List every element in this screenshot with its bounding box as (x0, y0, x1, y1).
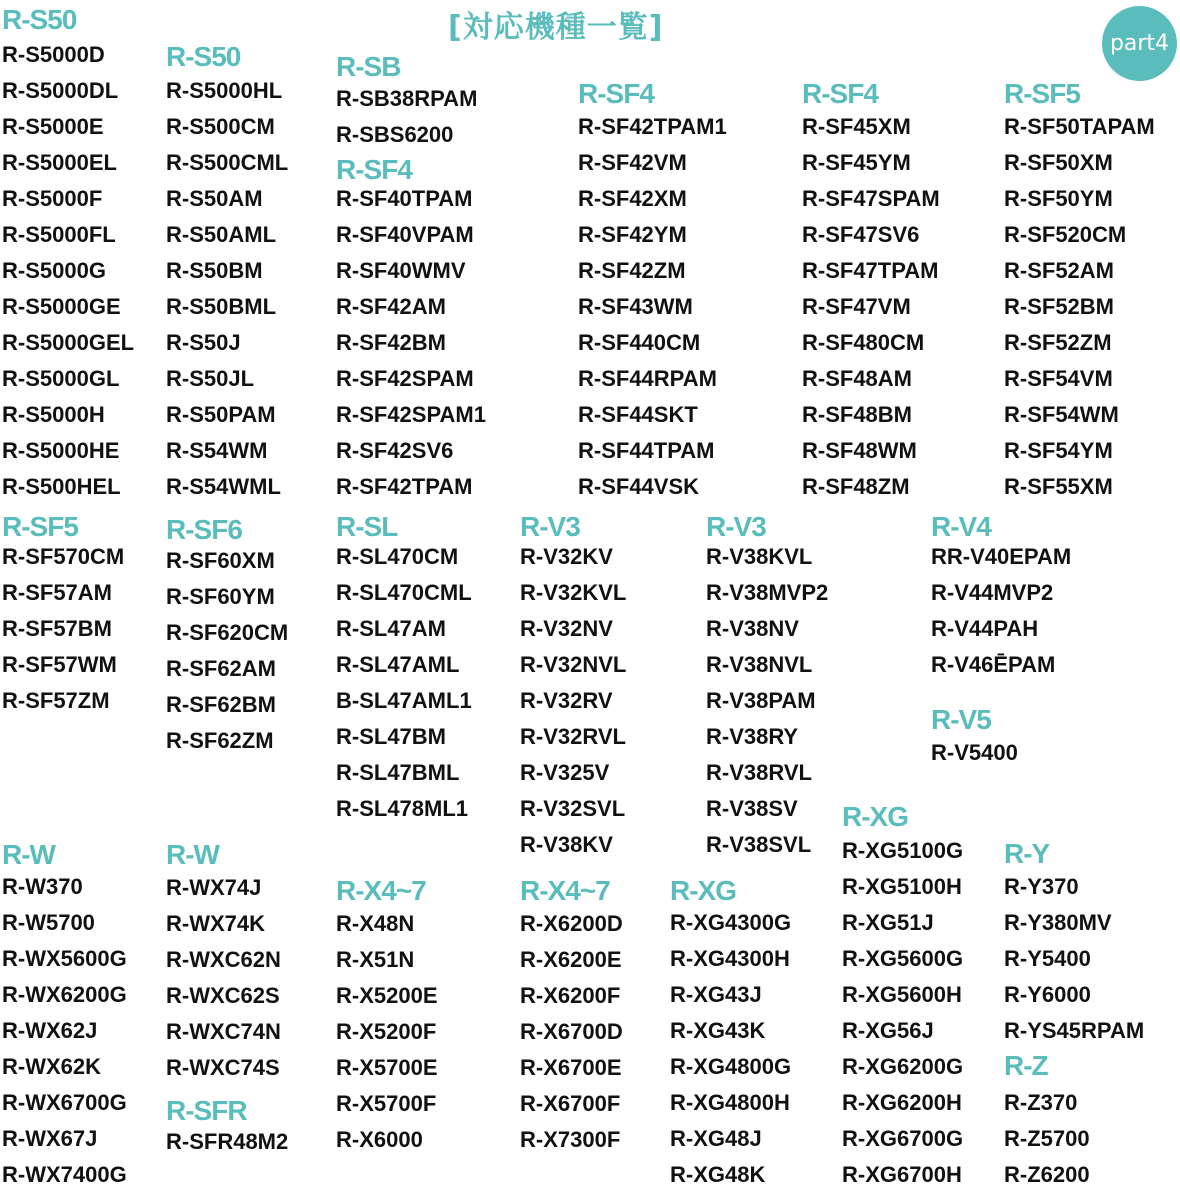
model-item: R-SF54WM (1004, 402, 1119, 427)
model-item: R-V38PAM (706, 688, 816, 713)
model-item: R-XG5600H (842, 982, 962, 1007)
model-item: R-SF40VPAM (336, 222, 474, 247)
model-item: R-WXC62S (166, 983, 280, 1008)
model-item: R-S50JL (166, 366, 255, 391)
model-item: R-V46ĒPAM (931, 652, 1056, 677)
model-item: R-V38RVL (706, 760, 812, 785)
model-item: R-WX67J (2, 1126, 98, 1151)
group-heading: R-X4~7 (336, 875, 426, 906)
model-item: R-SF52ZM (1004, 330, 1112, 355)
model-item: R-WX62K (2, 1054, 102, 1079)
model-item: R-Z5700 (1004, 1126, 1090, 1151)
model-item: R-SF620CM (166, 620, 289, 645)
model-item: R-SF48AM (802, 366, 913, 391)
model-item: R-SF48BM (802, 402, 913, 427)
model-item: R-SF48ZM (802, 474, 910, 499)
page-title: [対応機種一覧] (448, 10, 664, 45)
model-item: R-SL47AM (336, 616, 447, 641)
model-item: R-SF57WM (2, 652, 117, 677)
model-item: R-X6000 (336, 1127, 423, 1152)
model-item: R-S500CML (166, 150, 289, 175)
model-item: R-XG6200H (842, 1090, 962, 1115)
model-item: R-SF60YM (166, 584, 275, 609)
model-item: R-SF570CM (2, 544, 125, 569)
model-item: R-SF47VM (802, 294, 911, 319)
model-item: R-SF520CM (1004, 222, 1127, 247)
model-item: R-YS45RPAM (1004, 1018, 1145, 1043)
model-item: R-S50J (166, 330, 241, 355)
group-heading: R-W (166, 839, 219, 870)
model-item: R-WX6700G (2, 1090, 127, 1115)
model-item: R-XG4800H (670, 1090, 790, 1115)
model-item: R-SF57AM (2, 580, 113, 605)
model-item: R-WXC62N (166, 947, 281, 972)
model-item: R-WX74J (166, 875, 262, 900)
model-item: R-X6700D (520, 1019, 623, 1044)
group-heading: R-V3 (706, 511, 766, 542)
model-item: R-V5400 (931, 740, 1018, 765)
model-item: R-XG56J (842, 1018, 934, 1043)
model-item: R-SF42TPAM1 (578, 114, 727, 139)
model-item: R-WX62J (2, 1018, 98, 1043)
model-item: R-SF44SKT (578, 402, 698, 427)
model-item: R-X6700F (520, 1091, 621, 1116)
model-item: R-V38SVL (706, 832, 812, 857)
model-item: R-S50AM (166, 186, 263, 211)
model-item: R-SF42AM (336, 294, 447, 319)
model-item: R-X5200E (336, 983, 438, 1008)
model-item: R-Z370 (1004, 1090, 1078, 1115)
model-item: R-SF57BM (2, 616, 113, 641)
model-item: R-WXC74S (166, 1055, 280, 1080)
part-badge: part4 (1102, 6, 1177, 81)
model-item: R-X5700F (336, 1091, 437, 1116)
model-item: R-SF50XM (1004, 150, 1113, 175)
model-item: R-S5000FL (2, 222, 116, 247)
model-item: R-XG4300G (670, 910, 792, 935)
model-item: R-V325V (520, 760, 610, 785)
model-item: R-SF44TPAM (578, 438, 715, 463)
model-item: R-SF54VM (1004, 366, 1113, 391)
model-item: R-SF42YM (578, 222, 687, 247)
model-item: R-XG43J (670, 982, 762, 1007)
model-item: R-SF47SPAM (802, 186, 940, 211)
model-item: R-SL47AML (336, 652, 460, 677)
group-heading: R-W (2, 839, 55, 870)
model-item: RR-V40EPAM (931, 544, 1072, 569)
model-item: R-WXC74N (166, 1019, 281, 1044)
model-item: R-S54WML (166, 474, 281, 499)
model-item: R-XG5100H (842, 874, 962, 899)
model-item: R-S5000D (2, 42, 105, 67)
model-item: R-SF480CM (802, 330, 925, 355)
model-item: R-Y380MV (1004, 910, 1112, 935)
model-item: R-V38SV (706, 796, 798, 821)
model-item: R-S5000H (2, 402, 105, 427)
group-heading: R-SL (336, 511, 398, 542)
model-item: R-WX5600G (2, 946, 127, 971)
model-item: R-SF42SV6 (336, 438, 454, 463)
model-item: R-SF62AM (166, 656, 277, 681)
model-item: R-Y6000 (1004, 982, 1091, 1007)
model-item: R-S5000GEL (2, 330, 135, 355)
model-item: R-S500HEL (2, 474, 121, 499)
model-item: R-W370 (2, 874, 83, 899)
model-item: R-SF440CM (578, 330, 701, 355)
model-item: R-SF42ZM (578, 258, 686, 283)
model-item: R-SB38RPAM (336, 86, 478, 111)
model-item: R-X6200E (520, 947, 622, 972)
model-item: R-S5000DL (2, 78, 119, 103)
model-item: R-V32RVL (520, 724, 626, 749)
group-heading: R-SFR (166, 1095, 247, 1126)
model-item: R-WX74K (166, 911, 266, 936)
group-heading: R-Y (1004, 838, 1050, 869)
model-item: R-SF62ZM (166, 728, 274, 753)
model-item: R-XG48J (670, 1126, 762, 1151)
model-item: R-XG6700H (842, 1162, 962, 1187)
group-heading: R-X4~7 (520, 875, 610, 906)
model-item: R-S5000EL (2, 150, 117, 175)
model-item: R-Y370 (1004, 874, 1079, 899)
model-item: R-X6200F (520, 983, 621, 1008)
group-heading: R-V4 (931, 511, 991, 542)
model-item: R-X48N (336, 911, 415, 936)
model-item: R-SF54YM (1004, 438, 1113, 463)
model-item: R-SF50TAPAM (1004, 114, 1155, 139)
model-item: R-SF45YM (802, 150, 911, 175)
model-item: R-WX6200G (2, 982, 127, 1007)
model-item: R-SF60XM (166, 548, 275, 573)
model-item: R-SF42SPAM (336, 366, 474, 391)
model-item: R-SF40WMV (336, 258, 466, 283)
model-item: R-V44MVP2 (931, 580, 1054, 605)
group-heading: R-SF6 (166, 514, 242, 545)
model-item: R-X5200F (336, 1019, 437, 1044)
model-item: R-SF44VSK (578, 474, 700, 499)
model-item: R-S50BM (166, 258, 263, 283)
group-heading: R-SF4 (578, 78, 654, 109)
group-heading: R-SF4 (336, 154, 412, 185)
model-item: R-V38NV (706, 616, 799, 641)
group-heading: R-SF5 (1004, 78, 1080, 109)
model-item: R-XG6700G (842, 1126, 964, 1151)
model-item: R-V32RV (520, 688, 613, 713)
model-item: R-SF42VM (578, 150, 687, 175)
group-heading: R-SF5 (2, 511, 78, 542)
model-item: B-SL47AML1 (336, 688, 472, 713)
model-item: R-V44PAH (931, 616, 1039, 641)
model-item: R-SF47SV6 (802, 222, 920, 247)
model-item: R-V38RY (706, 724, 799, 749)
model-item: R-S50AML (166, 222, 277, 247)
model-item: R-SF44RPAM (578, 366, 717, 391)
model-item: R-SF57ZM (2, 688, 110, 713)
model-item: R-WX7400G (2, 1162, 127, 1187)
group-heading: R-XG (842, 801, 908, 832)
model-item: R-V32KVL (520, 580, 627, 605)
model-item: R-SF52AM (1004, 258, 1115, 283)
group-heading: R-XG (670, 875, 736, 906)
model-item: R-SL478ML1 (336, 796, 469, 821)
model-item: R-S5000HL (166, 78, 283, 103)
model-item: R-V32NVL (520, 652, 627, 677)
model-item: R-S5000F (2, 186, 103, 211)
model-item: R-SF55XM (1004, 474, 1113, 499)
model-item: R-XG4800G (670, 1054, 792, 1079)
model-item: R-S5000GE (2, 294, 121, 319)
model-item: R-SL47BML (336, 760, 460, 785)
model-item: R-XG4300H (670, 946, 790, 971)
model-item: R-S50PAM (166, 402, 276, 427)
model-item: R-SF43WM (578, 294, 693, 319)
model-item: R-X6200D (520, 911, 623, 936)
model-item: R-Z6200 (1004, 1162, 1090, 1187)
model-item: R-XG43K (670, 1018, 766, 1043)
model-item: R-S500CM (166, 114, 275, 139)
model-item: R-W5700 (2, 910, 95, 935)
model-item: R-SL470CM (336, 544, 459, 569)
model-item: R-SFR48M2 (166, 1129, 289, 1154)
model-item: R-S5000GL (2, 366, 120, 391)
model-item: R-V38KVL (706, 544, 813, 569)
model-item: R-V32SVL (520, 796, 626, 821)
model-item: R-Y5400 (1004, 946, 1091, 971)
model-item: R-X5700E (336, 1055, 438, 1080)
group-heading: R-V3 (520, 511, 580, 542)
group-heading: R-S50 (166, 41, 241, 72)
model-item: R-S54WM (166, 438, 268, 463)
model-item: R-S50BML (166, 294, 277, 319)
model-item: R-X7300F (520, 1127, 621, 1152)
model-item: R-SF42SPAM1 (336, 402, 486, 427)
model-item: R-V38NVL (706, 652, 813, 677)
model-item: R-SBS6200 (336, 122, 454, 147)
model-item: R-V32KV (520, 544, 613, 569)
group-heading: R-SB (336, 51, 401, 82)
model-item: R-XG5600G (842, 946, 964, 971)
model-item: R-XG6200G (842, 1054, 964, 1079)
model-item: R-S5000G (2, 258, 106, 283)
model-item: R-SF42XM (578, 186, 687, 211)
model-item: R-SF50YM (1004, 186, 1113, 211)
model-item: R-SF48WM (802, 438, 917, 463)
model-item: R-XG5100G (842, 838, 964, 863)
group-heading: R-SF4 (802, 78, 878, 109)
model-item: R-SF40TPAM (336, 186, 473, 211)
model-item: R-SL47BM (336, 724, 447, 749)
model-item: R-X51N (336, 947, 415, 972)
model-item: R-SF45XM (802, 114, 911, 139)
group-heading: R-V5 (931, 704, 991, 735)
model-item: R-SL470CML (336, 580, 472, 605)
model-item: R-XG51J (842, 910, 934, 935)
group-heading: R-S50 (2, 4, 77, 35)
group-heading: R-Z (1004, 1050, 1048, 1081)
model-item: R-SF42BM (336, 330, 447, 355)
model-item: R-S5000HE (2, 438, 120, 463)
model-item: R-SF47TPAM (802, 258, 939, 283)
model-item: R-SF52BM (1004, 294, 1115, 319)
model-item: R-X6700E (520, 1055, 622, 1080)
model-item: R-XG48K (670, 1162, 766, 1187)
model-item: R-SF42TPAM (336, 474, 473, 499)
model-item: R-V32NV (520, 616, 613, 641)
model-item: R-SF62BM (166, 692, 277, 717)
model-item: R-V38MVP2 (706, 580, 829, 605)
model-item: R-V38KV (520, 832, 613, 857)
model-item: R-S5000E (2, 114, 104, 139)
